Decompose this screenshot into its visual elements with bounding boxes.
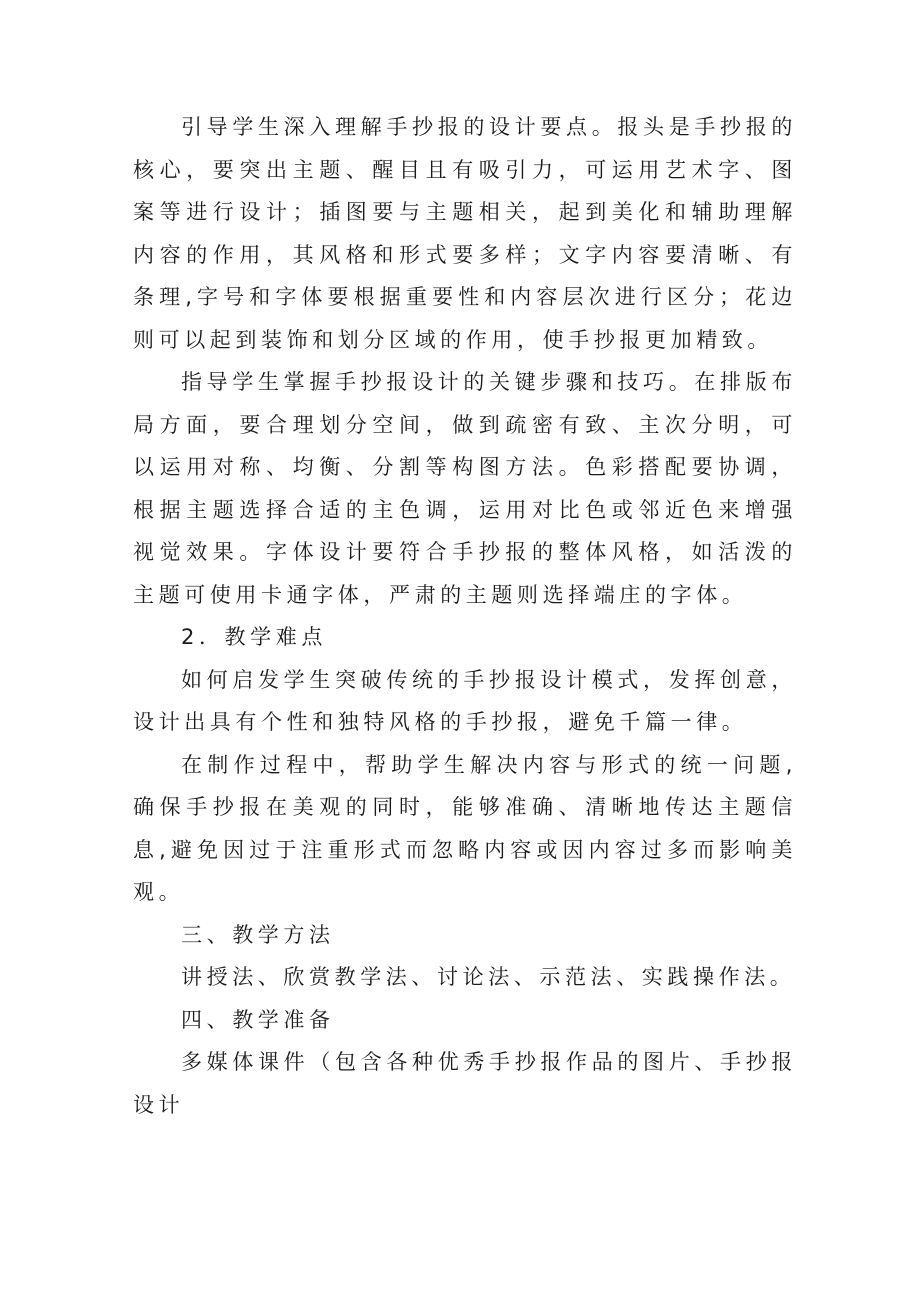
document-body <box>133 106 797 1126</box>
paragraph-difficulty-creativity: 如何启发学生突破传统的手抄报设计模式，发挥创意，设计出具有个性和独特风格的手抄报，避免千篇一律。 <box>133 667 797 734</box>
section-heading-difficulties: 2．教学难点 <box>181 625 327 649</box>
paragraph-design-points: 引导学生深入理解手抄报的设计要点。报头是手抄报的核心，要突出主题、醒目且有吸引力，可运用艺术字、图案等进行设计；插图要与主题相关，起到美化和辅助理解内容的作用，其风格和形式要多样；文字内容要清晰、有条理,字号和字体要根据重要性和内容层次进行区分；花边则可以起到装饰和划分区域的作用，使手抄报更加精致。 <box>133 115 797 352</box>
paragraph-difficulty-content-form: 在制作过程中，帮助学生解决内容与形式的统一问题,确保手抄报在美观的同时，能够准确、清晰地传达主题信息,避免因过于注重形式而忽略内容或因内容过多而影响美观。 <box>133 752 797 904</box>
section-heading-preparation: 四、教学准备 <box>181 1007 335 1032</box>
paragraph-preparation: 多媒体课件（包含各种优秀手抄报作品的图片、手抄报设计 <box>133 1050 797 1117</box>
paragraph-methods: 讲授法、欣赏教学法、讨论法、示范法、实践操作法。 <box>181 965 796 989</box>
paragraph-design-skills: 指导学生掌握手抄报设计的关键步骤和技巧。在排版布局方面，要合理划分空间，做到疏密有致、主次分明，可以运用对称、均衡、分割等构图方法。色彩搭配要协调，根据主题选择合适的主色调，运用对比色或邻近色来增强视觉效果。字体设计要符合手抄报的整体风格，如活泼的主题可使用卡通字体，严肃的主题则选择端庄的字体。 <box>133 370 797 607</box>
section-heading-methods: 三、教学方法 <box>181 922 335 947</box>
